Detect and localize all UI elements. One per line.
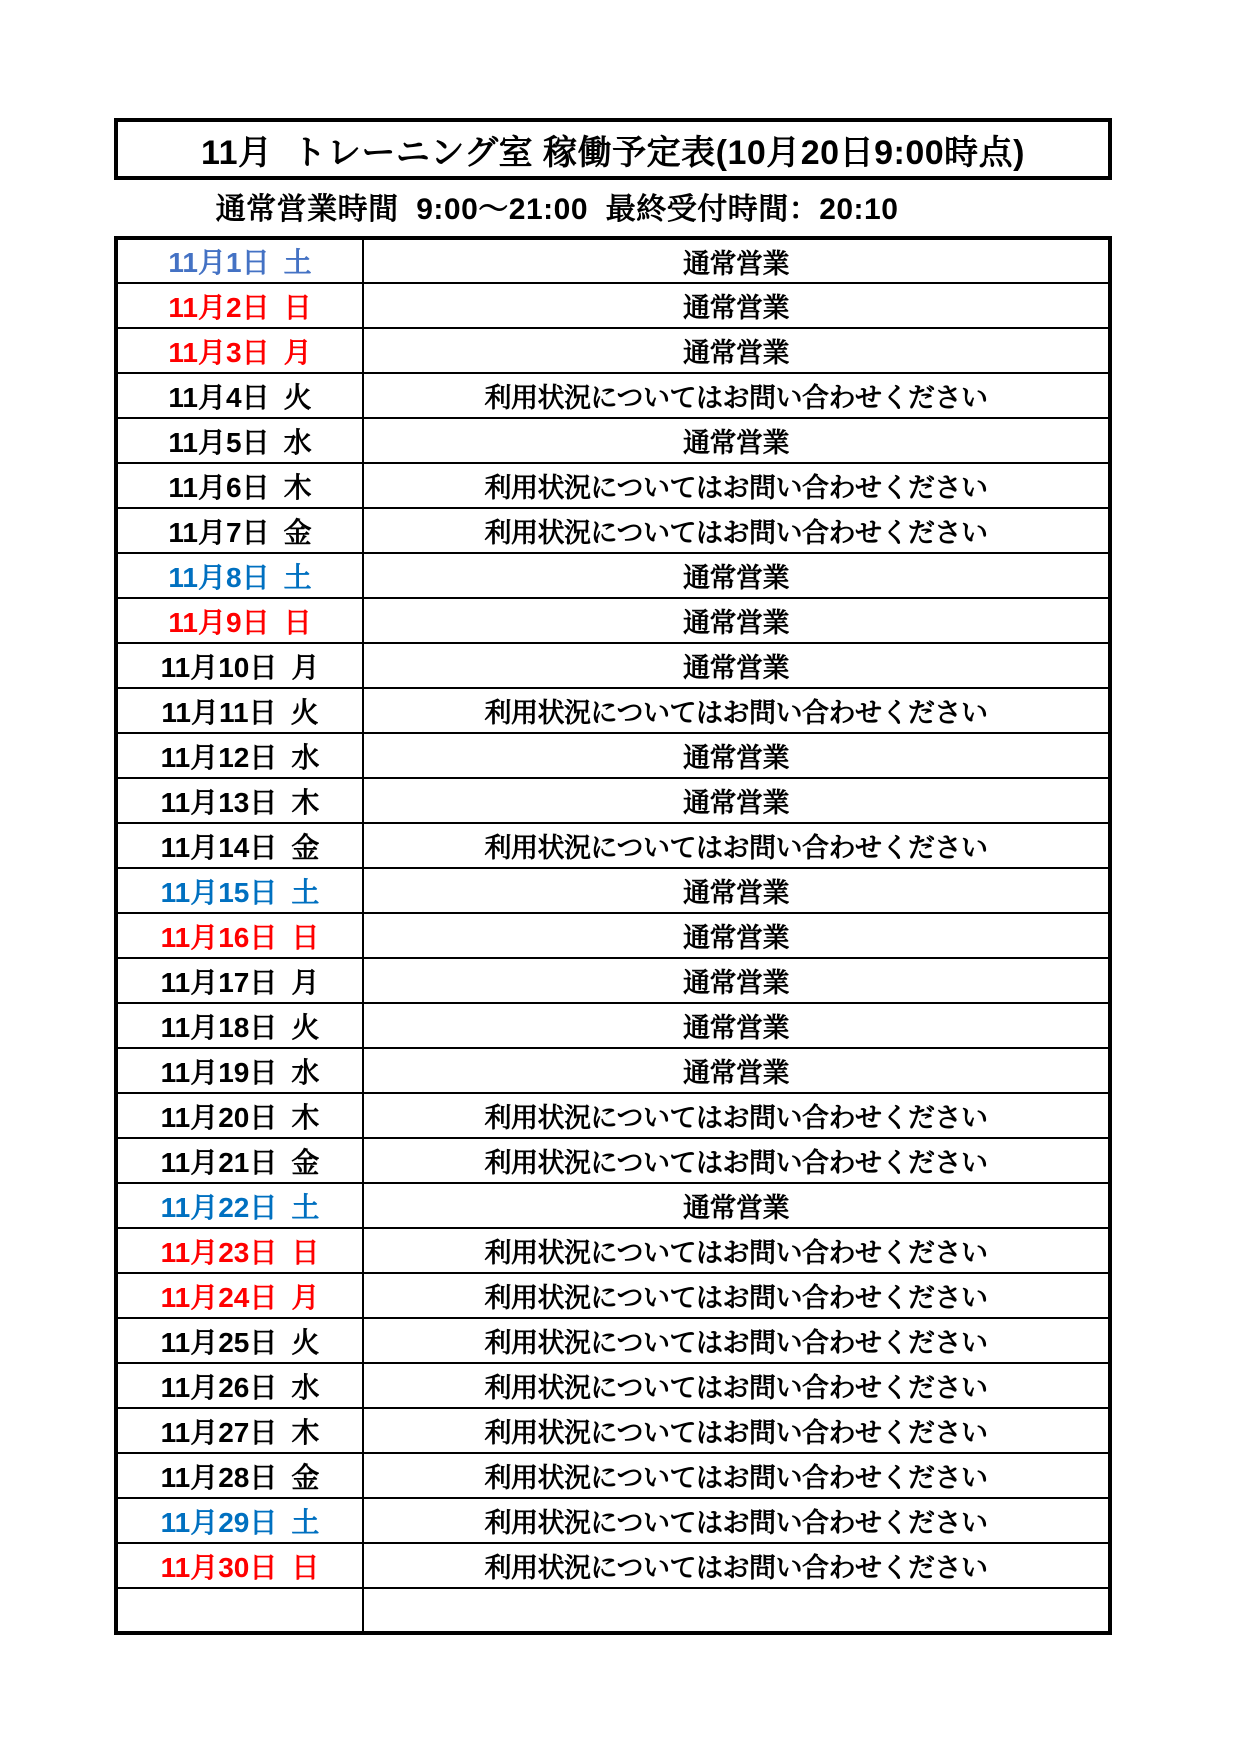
table-row — [116, 1543, 1110, 1588]
status-cell: 利用状況についてはお問い合わせください — [363, 1453, 1110, 1498]
table-row — [116, 418, 1110, 463]
table-row — [116, 868, 1110, 913]
table-row — [116, 508, 1110, 553]
status-cell: 利用状況についてはお問い合わせください — [363, 1228, 1110, 1273]
weekday-label: 月 — [291, 651, 320, 683]
page-title: 11月 トレーニング室 稼働予定表(10月20日9:00時点) — [201, 133, 1025, 172]
weekday-label: 土 — [283, 561, 312, 593]
date-label: 11月3日 — [168, 336, 270, 368]
table-row — [116, 913, 1110, 958]
weekday-label: 金 — [291, 1461, 320, 1493]
status-cell: 利用状況についてはお問い合わせください — [363, 508, 1110, 553]
status-cell: 利用状況についてはお問い合わせください — [363, 688, 1110, 733]
status-cell: 通常営業 — [363, 283, 1110, 328]
table-row — [116, 1048, 1110, 1093]
date-cell — [116, 1183, 363, 1228]
date-label: 11月29日 — [160, 1506, 278, 1538]
date-cell — [116, 1543, 363, 1588]
table-row — [116, 373, 1110, 418]
schedule-table — [114, 236, 1112, 1635]
table-row — [116, 1003, 1110, 1048]
status-cell: 通常営業 — [363, 778, 1110, 823]
table-row — [116, 1318, 1110, 1363]
status-cell: 通常営業 — [363, 958, 1110, 1003]
date-label: 11月22日 — [160, 1191, 278, 1223]
date-label: 11月5日 — [168, 426, 270, 458]
table-row — [116, 1363, 1110, 1408]
date-label: 11月26日 — [160, 1371, 278, 1403]
date-label: 11月30日 — [160, 1551, 278, 1583]
date-cell — [116, 1138, 363, 1183]
weekday-label: 水 — [291, 1056, 320, 1088]
status-cell: 利用状況についてはお問い合わせください — [363, 823, 1110, 868]
business-hours-subtitle: 通常営業時間 9:00～21:00 最終受付時間：20:10 — [215, 193, 899, 226]
weekday-label: 水 — [283, 426, 312, 458]
date-label: 11月9日 — [168, 606, 270, 638]
table-row — [116, 643, 1110, 688]
status-cell: 利用状況についてはお問い合わせください — [363, 1408, 1110, 1453]
date-cell — [116, 1318, 363, 1363]
date-cell — [116, 418, 363, 463]
date-cell — [116, 868, 363, 913]
status-cell: 利用状況についてはお問い合わせください — [363, 1273, 1110, 1318]
status-cell: 通常営業 — [363, 418, 1110, 463]
table-row — [116, 1273, 1110, 1318]
date-label: 11月19日 — [160, 1056, 278, 1088]
weekday-label: 水 — [291, 741, 320, 773]
date-label: 11月2日 — [168, 291, 270, 323]
date-label: 11月28日 — [160, 1461, 278, 1493]
date-cell — [116, 1498, 363, 1543]
date-cell — [116, 283, 363, 328]
weekday-label: 木 — [291, 1101, 320, 1133]
status-cell: 通常営業 — [363, 733, 1110, 778]
weekday-label: 金 — [291, 1146, 320, 1178]
date-label: 11月25日 — [160, 1326, 278, 1358]
status-cell: 通常営業 — [363, 643, 1110, 688]
date-cell — [116, 463, 363, 508]
weekday-label: 木 — [283, 471, 312, 503]
weekday-label: 金 — [283, 516, 312, 548]
table-row — [116, 1453, 1110, 1498]
status-cell: 利用状況についてはお問い合わせください — [363, 1363, 1110, 1408]
table-row — [116, 688, 1110, 733]
weekday-label: 土 — [291, 1506, 320, 1538]
date-label: 11月4日 — [168, 381, 270, 413]
date-cell — [116, 1273, 363, 1318]
table-row — [116, 463, 1110, 508]
weekday-label: 火 — [291, 1011, 320, 1043]
table-row — [116, 553, 1110, 598]
status-cell: 通常営業 — [363, 1003, 1110, 1048]
date-cell — [116, 733, 363, 778]
weekday-label: 月 — [283, 336, 312, 368]
date-label: 11月18日 — [160, 1011, 278, 1043]
date-label: 11月20日 — [160, 1101, 278, 1133]
date-cell — [116, 958, 363, 1003]
date-cell — [116, 1003, 363, 1048]
table-row — [116, 1498, 1110, 1543]
weekday-label: 土 — [291, 1191, 320, 1223]
date-cell — [116, 238, 363, 283]
table-row — [116, 1138, 1110, 1183]
status-cell: 利用状況についてはお問い合わせください — [363, 1543, 1110, 1588]
status-cell: 通常営業 — [363, 1183, 1110, 1228]
weekday-label: 木 — [291, 786, 320, 818]
weekday-label: 日 — [291, 1551, 320, 1583]
date-cell — [116, 328, 363, 373]
date-cell — [116, 1408, 363, 1453]
status-cell: 通常営業 — [363, 553, 1110, 598]
date-label: 11月11日 — [161, 696, 277, 728]
date-label: 11月27日 — [160, 1416, 278, 1448]
date-cell — [116, 778, 363, 823]
date-label: 11月24日 — [160, 1281, 278, 1313]
table-row — [116, 823, 1110, 868]
date-cell — [116, 913, 363, 958]
weekday-label: 金 — [291, 831, 320, 863]
date-cell — [116, 1453, 363, 1498]
date-cell — [116, 1048, 363, 1093]
weekday-label: 土 — [283, 247, 312, 278]
table-row — [116, 958, 1110, 1003]
status-cell: 通常営業 — [363, 913, 1110, 958]
date-label: 11月14日 — [160, 831, 278, 863]
date-label: 11月13日 — [160, 786, 278, 818]
date-label: 11月10日 — [160, 651, 278, 683]
table-row — [116, 328, 1110, 373]
date-cell — [116, 1093, 363, 1138]
date-label: 11月16日 — [160, 921, 278, 953]
table-row — [116, 598, 1110, 643]
date-cell — [116, 553, 363, 598]
date-label: 11月15日 — [160, 876, 278, 908]
date-cell — [116, 688, 363, 733]
status-cell: 利用状況についてはお問い合わせください — [363, 1138, 1110, 1183]
status-cell: 通常営業 — [363, 868, 1110, 913]
table-row — [116, 1588, 1110, 1633]
date-cell — [116, 508, 363, 553]
weekday-label: 日 — [291, 921, 320, 953]
date-cell — [116, 1363, 363, 1408]
table-row — [116, 1228, 1110, 1273]
date-cell — [116, 823, 363, 868]
date-cell — [116, 1588, 363, 1633]
schedule-body — [116, 238, 1110, 1633]
status-cell: 通常営業 — [363, 328, 1110, 373]
weekday-label: 火 — [291, 1326, 320, 1358]
status-cell: 利用状況についてはお問い合わせください — [363, 1498, 1110, 1543]
table-row — [116, 1183, 1110, 1228]
weekday-label: 月 — [291, 1281, 320, 1313]
date-label: 11月7日 — [168, 516, 270, 548]
date-cell — [116, 373, 363, 418]
weekday-label: 月 — [291, 966, 320, 998]
table-row — [116, 1093, 1110, 1138]
date-label: 11月23日 — [160, 1236, 278, 1268]
weekday-label: 土 — [291, 876, 320, 908]
date-label: 11月17日 — [160, 966, 278, 998]
table-row — [116, 733, 1110, 778]
status-cell — [363, 1588, 1110, 1633]
weekday-label: 日 — [283, 606, 312, 638]
status-cell: 通常営業 — [363, 238, 1110, 283]
table-row — [116, 283, 1110, 328]
date-label: 11月21日 — [160, 1146, 278, 1178]
weekday-label: 木 — [291, 1416, 320, 1448]
table-row — [116, 238, 1110, 283]
weekday-label: 火 — [290, 696, 319, 728]
date-label: 11月6日 — [168, 471, 270, 503]
date-label: 11月1日 — [168, 247, 270, 278]
weekday-label: 水 — [291, 1371, 320, 1403]
date-cell — [116, 598, 363, 643]
date-cell — [116, 643, 363, 688]
status-cell: 利用状況についてはお問い合わせください — [363, 1318, 1110, 1363]
weekday-label: 日 — [291, 1236, 320, 1268]
status-cell: 利用状況についてはお問い合わせください — [363, 463, 1110, 508]
table-row — [116, 1408, 1110, 1453]
status-cell: 利用状況についてはお問い合わせください — [363, 373, 1110, 418]
date-label: 11月8日 — [168, 561, 270, 593]
weekday-label: 日 — [283, 291, 312, 323]
status-cell: 通常営業 — [363, 598, 1110, 643]
weekday-label: 火 — [283, 381, 312, 413]
table-row — [116, 778, 1110, 823]
date-cell — [116, 1228, 363, 1273]
title-box — [114, 118, 1112, 180]
status-cell: 利用状況についてはお問い合わせください — [363, 1093, 1110, 1138]
status-cell: 通常営業 — [363, 1048, 1110, 1093]
date-label: 11月12日 — [160, 741, 278, 773]
